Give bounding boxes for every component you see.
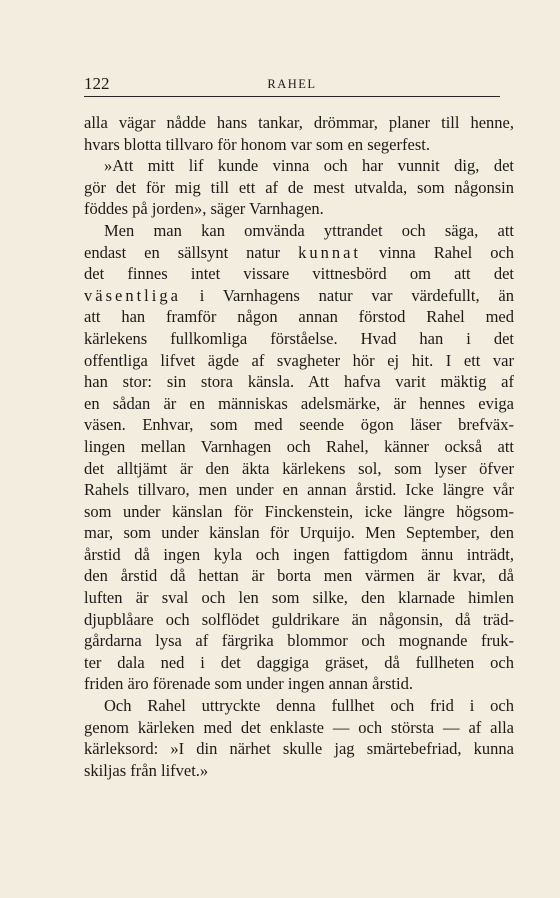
text-line: luften är sval och len som silke, den klarnade himlen (84, 588, 514, 608)
page-header (84, 72, 500, 97)
text-line: gör det för mig till ett af de mest utvalda, som någonsin (84, 177, 514, 197)
text-line: väsen. Enhvar, som med seende ögon läser brefväx- (84, 415, 514, 435)
text-line: det alltjämt är den äkta kärlekens sol, som lyser öfver (84, 458, 514, 478)
text-line: ter dala ned i det daggiga gräset, då fullheten och (84, 652, 514, 672)
text-line: mar, som under känslan för Urquijo. Men September, den (84, 523, 514, 543)
text-line: Men man kan omvända yttrandet och säga, att (104, 220, 514, 240)
text-line: lingen mellan Varnhagen och Rahel, känner också att (84, 436, 514, 456)
text-line: djupblåare och solflödet guldrikare än någonsin, då träd- (84, 609, 514, 629)
text-line: han stor: sin stora känsla. Att hafva varit mäktig af (84, 372, 514, 392)
text-line: genom kärleken med det enklaste — och största — af alla (84, 717, 514, 737)
text-line: det finnes intet vissare vittnesbörd om att det (84, 264, 514, 284)
text-line: Rahels tillvaro, men under en annan årstid. Icke längre vår (84, 480, 514, 500)
text-line: föddes på jorden», säger Varnhagen. (84, 199, 324, 219)
text-line (84, 285, 514, 307)
text-line: kärlekens fullkomliga förståelse. Hvad han i det (84, 328, 514, 348)
text-line: kärleksord: »I din närhet skulle jag smärtebefriad, kunna (84, 739, 514, 759)
text-line: skiljas från lifvet.» (84, 760, 209, 780)
text-segment: vinna Rahel och (379, 242, 514, 262)
text-line: alla vägar nådde hans tankar, drömmar, planer till henne, (84, 113, 514, 132)
text-line: hvars blotta tillvaro för honom var som en segerfest. (84, 134, 430, 154)
text-line: offentliga lifvet ägde af svagheter hör ej hit. I ett var (84, 350, 514, 370)
text-line: att han framför någon annan förstod Rahel med (84, 307, 514, 327)
emphasized-word: väsentliga (84, 285, 181, 305)
text-line (84, 242, 514, 264)
body-text (84, 112, 514, 781)
page-number: 122 (84, 74, 110, 93)
text-segment: endast en sällsynt natur (84, 242, 281, 262)
running-head: RAHEL (267, 77, 317, 91)
text-line: »Att mitt lif kunde vinna och har vunnit dig, det (104, 156, 514, 176)
text-line: en sådan är en människas adelsmärke, är hennes eviga (84, 393, 514, 413)
text-segment: i Varnhagens natur var värdefullt, än (199, 285, 514, 305)
text-line: årstid då ingen kyla och ingen fattigdom ännu inträdt, (84, 544, 514, 564)
text-line: som under känslan för Finckenstein, icke längre högsom- (84, 501, 514, 521)
text-line: gårdarna lysa af färgrika blommor och mognande fruk- (84, 631, 514, 651)
text-line: Och Rahel uttryckte denna fullhet och frid i och (104, 696, 514, 716)
text-line: friden äro förenade som under ingen annan årstid. (84, 674, 413, 694)
text-line: den årstid då hettan är borta men värmen är kvar, då (84, 566, 514, 586)
emphasized-word: kunnat (298, 242, 362, 262)
